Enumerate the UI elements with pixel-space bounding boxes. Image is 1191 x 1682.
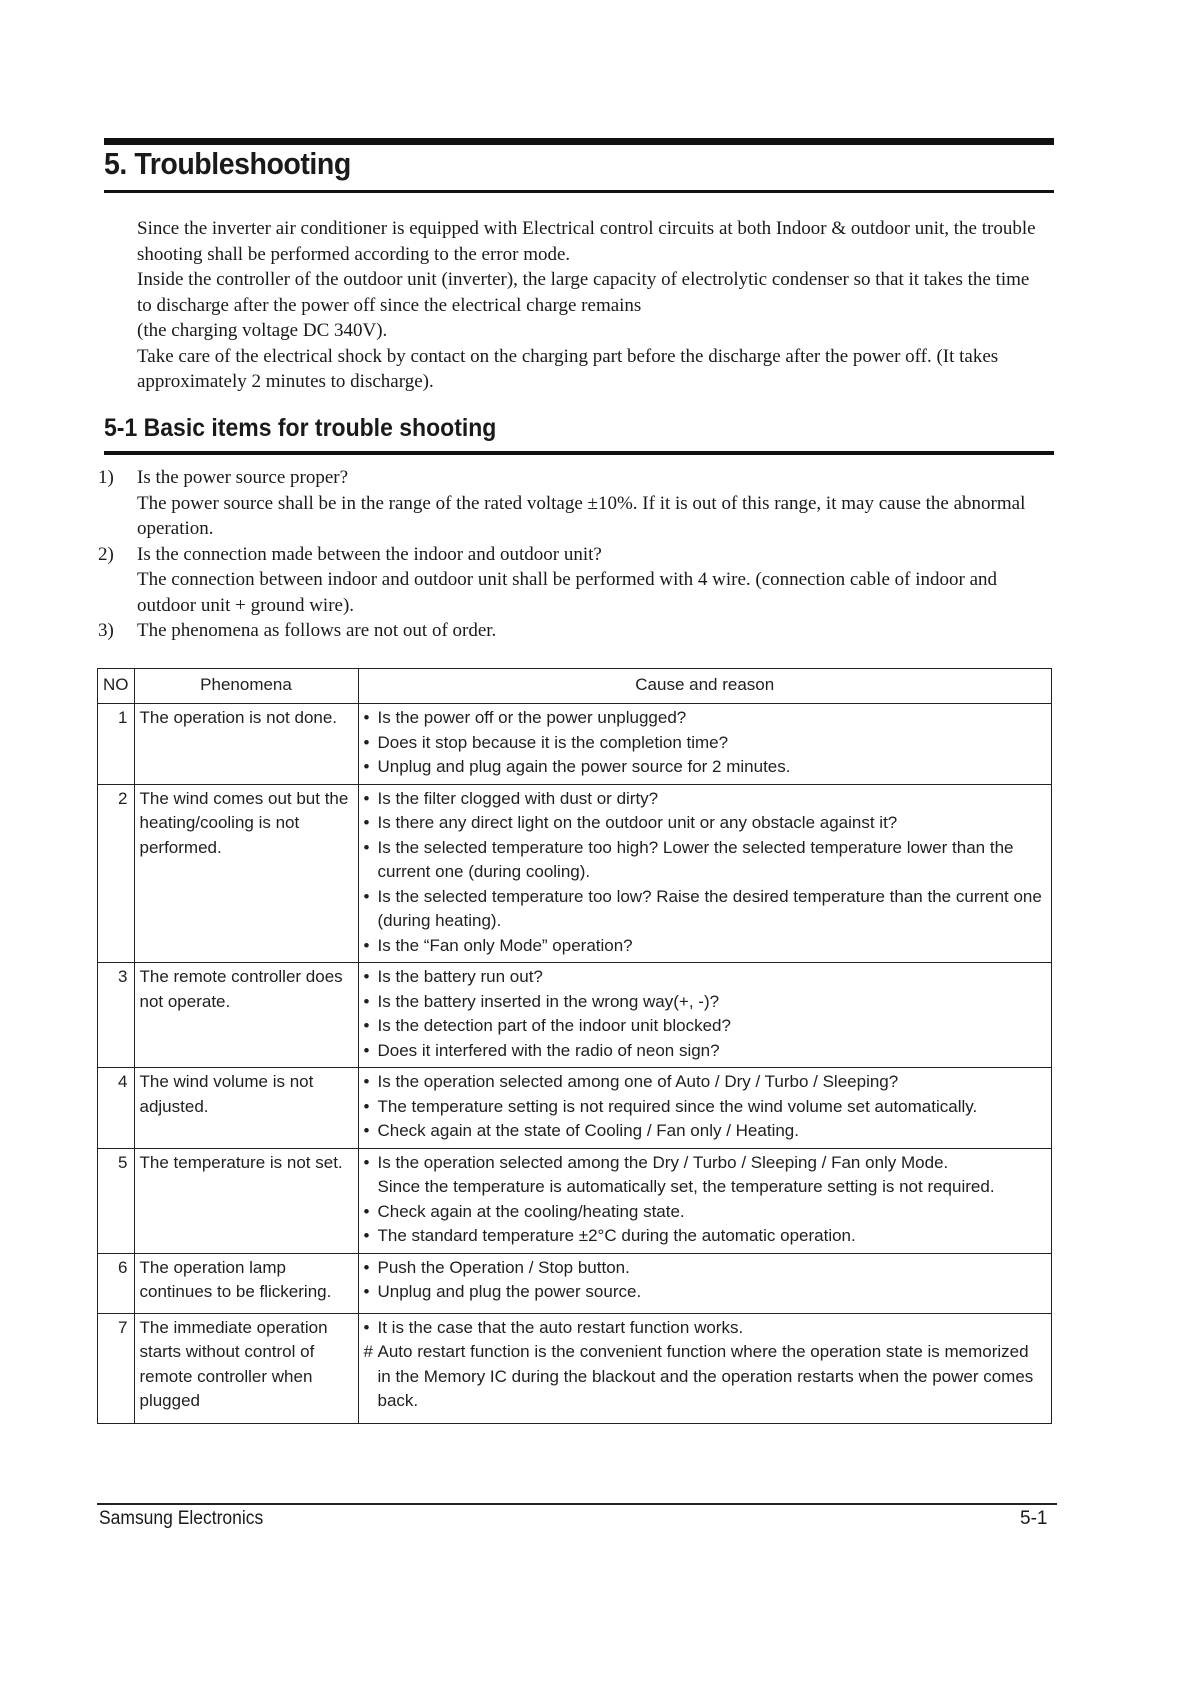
basic-item — [98, 465, 1043, 542]
row-number: 2 — [98, 784, 135, 963]
phenomena-cell: The remote controller does not operate. — [134, 963, 358, 1068]
cause-text: Auto restart function is the convenient function where the operation state is memorized in the Memory IC during the blackout and the operation restarts when the power comes back. — [377, 1342, 1034, 1410]
cause-text: Is the operation selected among one of Auto / Dry / Turbo / Sleeping? — [377, 1072, 899, 1091]
cause-text: Is the selected temperature too high? Lower the selected temperature lower than the current one (during cooling). — [377, 837, 1014, 881]
table-row — [98, 704, 1052, 785]
phenomena-cell: The immediate operation starts without control of remote controller when plugged — [134, 1313, 358, 1423]
cause-text: Is the “Fan only Mode” operation? — [377, 935, 633, 955]
cause-text: Is there any direct light on the outdoor unit or any obstacle against it? — [377, 813, 898, 832]
cause-item — [364, 1200, 1047, 1225]
table-body — [98, 704, 1052, 1424]
cause-text: Push the Operation / Stop button. — [377, 1257, 630, 1277]
intro-paragraph: (the charging voltage DC 340V). — [137, 320, 388, 341]
cause-item — [364, 965, 1047, 990]
cause-text: Is the operation selected among the Dry / Turbo / Sleeping / Fan only Mode. — [377, 1152, 949, 1172]
phenomena-cell: The operation lamp continues to be flickering. — [134, 1253, 358, 1313]
cause-item — [364, 1256, 1047, 1281]
intro-paragraph: Since the inverter air conditioner is equipped with Electrical control circuits at both Indoor & outdoor unit, the trouble shooting shall be performed according to the error mode. — [137, 218, 1036, 265]
cause-list — [364, 1151, 1047, 1249]
cause-item — [364, 836, 1047, 885]
phenomena-cell: The wind comes out but the heating/cooling is not performed. — [134, 784, 358, 963]
cause-item — [364, 1119, 1047, 1144]
cause-cell — [358, 1068, 1052, 1149]
basic-items-list — [98, 465, 1043, 644]
cause-list — [364, 1256, 1047, 1305]
cause-item — [364, 787, 1047, 812]
row-number: 3 — [98, 963, 135, 1068]
table-header-row — [98, 669, 1052, 704]
title-top-rule — [104, 138, 1054, 145]
footer-company: Samsung Electronics — [99, 1508, 264, 1529]
header-no: NO — [98, 669, 135, 704]
phenomena-cell: The operation is not done. — [134, 704, 358, 785]
cause-text: It is the case that the auto restart function works. — [377, 1317, 744, 1337]
cause-list — [364, 706, 1047, 780]
cause-text: Is the battery run out? — [377, 967, 543, 986]
cause-text: Unplug and plug the power source. — [377, 1282, 642, 1301]
table-row — [98, 784, 1052, 963]
table-row — [98, 1313, 1052, 1423]
cause-item — [364, 1316, 1047, 1341]
cause-list — [364, 787, 1047, 959]
cause-text: Does it interfered with the radio of neon sign? — [377, 1040, 720, 1060]
header-phenomena: Phenomena — [134, 669, 358, 704]
cause-cell — [358, 963, 1052, 1068]
cause-text: Unplug and plug again the power source for 2 minutes. — [377, 757, 791, 776]
cause-item — [364, 1280, 1047, 1305]
cause-text: Check again at the cooling/heating state. — [377, 1201, 685, 1221]
cause-item — [364, 990, 1047, 1015]
cause-list — [364, 1070, 1047, 1144]
cause-item — [364, 1070, 1047, 1095]
cause-text: Is the battery inserted in the wrong way(+, -)? — [377, 991, 720, 1011]
intro-text — [137, 216, 1037, 395]
item-question: Is the connection made between the indoor and outdoor unit? — [137, 543, 602, 565]
cause-subtext: Since the temperature is automatically set, the temperature setting is not required. — [377, 1177, 995, 1196]
cause-list — [364, 965, 1047, 1063]
cause-text: Is the detection part of the indoor unit blocked? — [377, 1016, 731, 1035]
cause-item — [364, 811, 1047, 836]
cause-text: Check again at the state of Cooling / Fan only / Heating. — [377, 1121, 799, 1140]
cause-item — [364, 1014, 1047, 1039]
table-row — [98, 1253, 1052, 1313]
cause-list — [364, 1316, 1047, 1414]
phenomena-cell: The temperature is not set. — [134, 1148, 358, 1253]
cause-item — [364, 731, 1047, 756]
cause-item — [364, 885, 1047, 934]
cause-item — [364, 706, 1047, 731]
cause-item — [364, 1151, 1047, 1200]
cause-item — [364, 755, 1047, 780]
header-cause: Cause and reason — [358, 669, 1052, 704]
row-number: 5 — [98, 1148, 135, 1253]
page-number: 5-1 — [1020, 1508, 1048, 1529]
item-number: 1) — [98, 467, 114, 488]
title-bottom-rule — [104, 190, 1054, 193]
row-number: 1 — [98, 704, 135, 785]
cause-cell — [358, 784, 1052, 963]
cause-text: Is the selected temperature too low? Raise the desired temperature than the current one (during heating). — [377, 886, 1042, 930]
phenomena-cell: The wind volume is not adjusted. — [134, 1068, 358, 1149]
intro-paragraph: Take care of the electrical shock by contact on the charging part before the discharge after the power off. (It takes approximately 2 minutes to discharge). — [137, 345, 999, 392]
cause-text: Is the power off or the power unplugged? — [377, 708, 687, 727]
table-row — [98, 1068, 1052, 1149]
item-number: 2) — [98, 543, 114, 565]
item-question: Is the power source proper? — [137, 467, 349, 488]
item-answer: The power source shall be in the range of the rated voltage ±10%. If it is out of this range, it may cause the abnormal operation. — [137, 492, 1026, 539]
row-number: 4 — [98, 1068, 135, 1149]
cause-text: Does it stop because it is the completion time? — [377, 732, 729, 752]
cause-item — [364, 1095, 1047, 1120]
cause-text: The temperature setting is not required since the wind volume set automatically. — [377, 1096, 978, 1116]
cause-item — [364, 1224, 1047, 1249]
cause-text: The standard temperature ±2°C during the automatic operation. — [377, 1226, 856, 1245]
item-number: 3) — [98, 620, 114, 641]
footer-rule — [97, 1503, 1057, 1505]
cause-item — [364, 1039, 1047, 1064]
basic-item — [98, 542, 1043, 619]
cause-cell — [358, 1313, 1052, 1423]
section-title: 5. Troubleshooting — [104, 146, 351, 181]
troubleshooting-table — [97, 668, 1052, 1424]
basic-item — [98, 618, 1043, 644]
cause-text: Is the filter clogged with dust or dirty? — [377, 788, 659, 808]
item-question: The phenomena as follows are not out of order. — [137, 620, 497, 641]
item-answer: The connection between indoor and outdoor unit shall be performed with 4 wire. (connection cable of indoor and outdoor unit + ground wire). — [137, 569, 998, 616]
row-number: 6 — [98, 1253, 135, 1313]
table-row — [98, 1148, 1052, 1253]
subsection-title: 5-1 Basic items for trouble shooting — [104, 414, 497, 442]
row-number: 7 — [98, 1313, 135, 1423]
intro-paragraph: Inside the controller of the outdoor unit (inverter), the large capacity of electrolytic condenser so that it takes the time to discharge after the power off since the electrical charge remains — [137, 269, 1030, 316]
cause-item — [364, 934, 1047, 959]
table-row — [98, 963, 1052, 1068]
note-item — [364, 1340, 1047, 1414]
cause-cell — [358, 1148, 1052, 1253]
subsection-rule — [104, 451, 1054, 455]
cause-cell — [358, 1253, 1052, 1313]
cause-cell — [358, 704, 1052, 785]
